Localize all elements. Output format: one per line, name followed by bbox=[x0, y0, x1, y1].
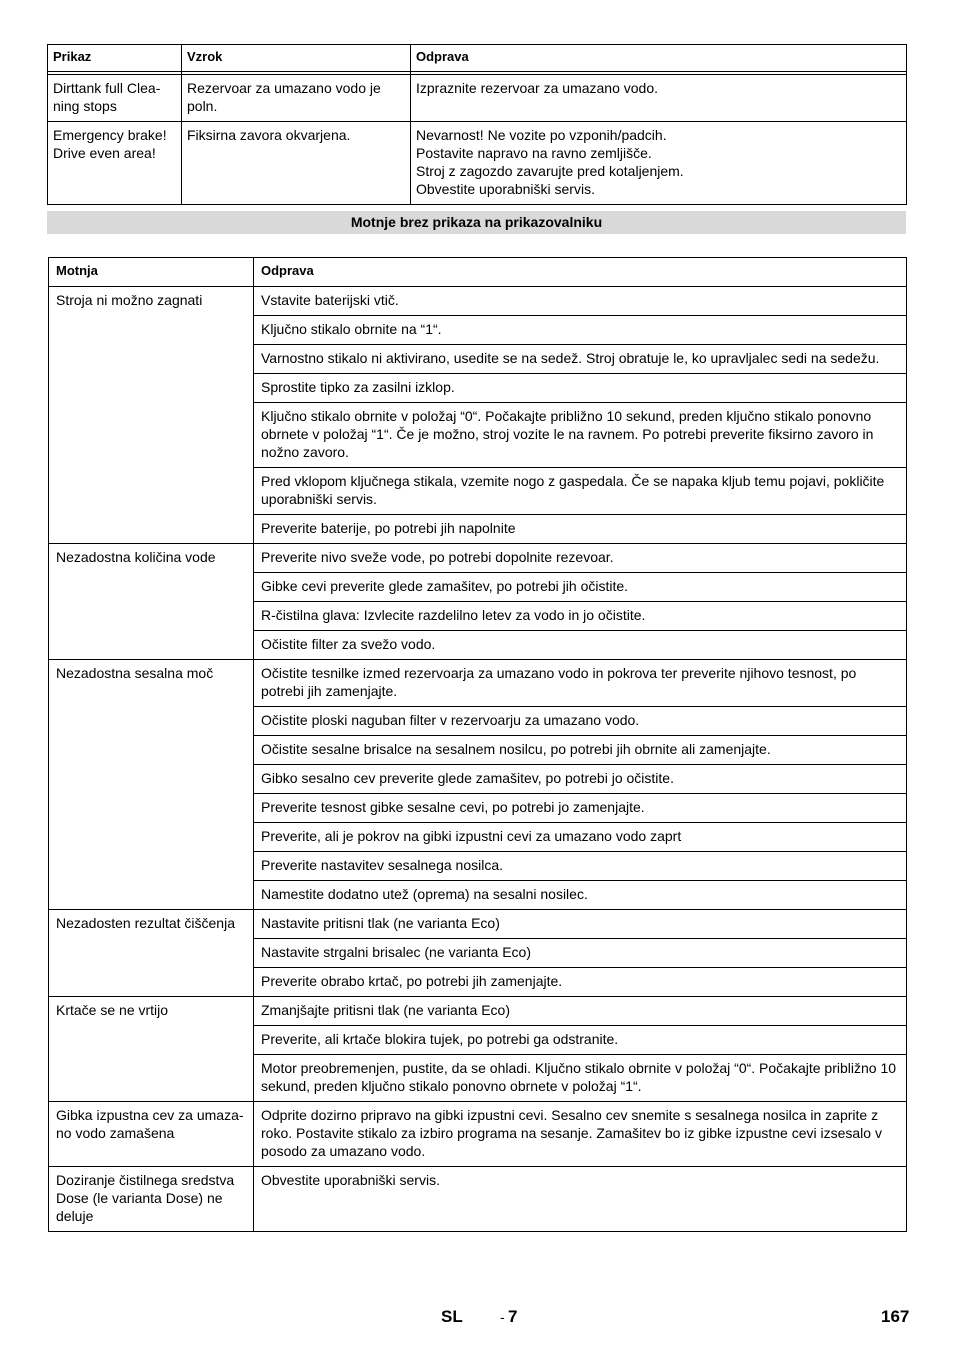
prikaz-cell: Emergency brake! Drive even area! bbox=[48, 122, 182, 205]
odprava-cell: Preverite, ali krtače blokira tujek, po potrebi ga odstranite. bbox=[254, 1026, 907, 1055]
motnja-cell: Doziranje čistilnega sredstva Dose (le varianta Dose) ne deluje bbox=[49, 1167, 254, 1232]
odprava-cell: Gibko sesalno cev preverite glede zamašitev, po potrebi jo očistite. bbox=[254, 765, 907, 794]
odprava-cell: Preverite nivo sveže vode, po potrebi dopolnite rezevoar. bbox=[254, 544, 907, 573]
odprava-cell: Preverite tesnost gibke sesalne cevi, po potrebi jo zamenjajte. bbox=[254, 794, 907, 823]
page-number: 167 bbox=[881, 1307, 910, 1326]
odprava-cell: Sprostite tipko za zasilni izklop. bbox=[254, 374, 907, 403]
table-row bbox=[49, 1167, 907, 1232]
motnja-cell: Nezadostna količina vode bbox=[49, 544, 254, 660]
footer-language: SL bbox=[441, 1307, 463, 1326]
odprava-line: Postavite napravo na ravno zemljišče. bbox=[416, 145, 652, 161]
odprava-cell: Ključno stikalo obrnite na “1“. bbox=[254, 316, 907, 345]
odprava-cell: Motor preobremenjen, pustite, da se ohladi. Ključno stikalo obrnite v položaj “0“. Počakajte približno 10 sekund, preden ključno stikalo ponovno obrnete v položaj “1“. bbox=[254, 1055, 907, 1102]
odprava-cell: Očistite ploski naguban filter v rezervoarju za umazano vodo. bbox=[254, 707, 907, 736]
odprava-cell: Nastavite pritisni tlak (ne varianta Eco) bbox=[254, 910, 907, 939]
header-odprava: Odprava bbox=[254, 258, 907, 287]
section-heading: Motnje brez prikaza na prikazovalniku bbox=[47, 211, 906, 234]
odprava-cell: Ključno stikalo obrnite v položaj “0“. Počakajte približno 10 sekund, preden ključno stikalo ponovno obrnete v položaj “1“. Če je možno, stroj vozite le na ravnem. Po potrebi preverite fiksirno zavoro in nožno zavoro. bbox=[254, 403, 907, 468]
odprava-cell: Preverite nastavitev sesalnega nosilca. bbox=[254, 852, 907, 881]
odprava-cell: Obvestite uporabniški servis. bbox=[254, 1167, 907, 1232]
vzrok-cell: Fiksirna zavora okvarjena. bbox=[182, 122, 411, 205]
motnja-cell: Krtače se ne vrtijo bbox=[49, 997, 254, 1102]
table-row bbox=[49, 910, 907, 939]
odprava-cell: Nastavite strgalni brisalec (ne varianta Eco) bbox=[254, 939, 907, 968]
odprava-cell: Zmanjšajte pritisni tlak (ne varianta Eco) bbox=[254, 997, 907, 1026]
header-motnja: Motnja bbox=[49, 258, 254, 287]
odprava-cell: Varnostno stikalo ni aktivirano, usedite se na sedež. Stroj obratuje le, ko upravljalec sedi na sedežu. bbox=[254, 345, 907, 374]
motnja-cell: Stroja ni možno zagnati bbox=[49, 287, 254, 544]
odprava-line: Obvestite uporabniški servis. bbox=[416, 181, 595, 197]
odprava-cell: R-čistilna glava: Izvlecite razdelilno letev za vodo in jo očistite. bbox=[254, 602, 907, 631]
footer-section-number: 7 bbox=[508, 1307, 518, 1326]
odprava-cell bbox=[411, 75, 907, 122]
vzrok-cell: Rezervoar za umazano vodo je poln. bbox=[182, 75, 411, 122]
odprava-cell: Očistite sesalne brisalce na sesalnem nosilcu, po potrebi jih obrnite ali zamenjajte. bbox=[254, 736, 907, 765]
odprava-cell: Namestite dodatno utež (oprema) na sesalni nosilec. bbox=[254, 881, 907, 910]
motnja-cell: Nezadostna sesalna moč bbox=[49, 660, 254, 910]
header-prikaz: Prikaz bbox=[48, 45, 182, 72]
table-row bbox=[49, 287, 907, 316]
table-row bbox=[48, 122, 907, 205]
odprava-cell: Vstavite baterijski vtič. bbox=[254, 287, 907, 316]
odprava-cell: Gibke cevi preverite glede zamašitev, po potrebi jih očistite. bbox=[254, 573, 907, 602]
odprava-cell: Preverite obrabo krtač, po potrebi jih zamenjajte. bbox=[254, 968, 907, 997]
display-messages-table bbox=[47, 44, 907, 205]
odprava-line: Nevarnost! Ne vozite po vzponih/padcih. bbox=[416, 127, 667, 143]
odprava-cell: Pred vklopom ključnega stikala, vzemite nogo z gaspedala. Če se napaka kljub temu pojavi, pokličite uporabniški servis. bbox=[254, 468, 907, 515]
odprava-line: Stroj z zagozdo zavarujte pred kotaljenjem. bbox=[416, 163, 684, 179]
motnja-cell: Gibka izpustna cev za umaza-no vodo zamašena bbox=[49, 1102, 254, 1167]
odprava-cell: Očistite tesnilke izmed rezervoarja za umazano vodo in pokrova ter preverite njihovo tesnost, po potrebi jih zamenjajte. bbox=[254, 660, 907, 707]
table-row bbox=[49, 1102, 907, 1167]
table-header-row bbox=[48, 45, 907, 72]
odprava-cell: Očistite filter za svežo vodo. bbox=[254, 631, 907, 660]
odprava-cell: Preverite baterije, po potrebi jih napolnite bbox=[254, 515, 907, 544]
odprava-cell: Preverite, ali je pokrov na gibki izpustni cevi za umazano vodo zaprt bbox=[254, 823, 907, 852]
footer-separator: - bbox=[500, 1309, 505, 1325]
odprava-cell: Odprite dozirno pripravo na gibki izpustni cevi. Sesalno cev snemite s sesalnega nosilca in zaprite z roko. Postavite stikalo za izbiro programa na sesanje. Zamašitev bo iz gibke izpustne cevi izsesalo v posodo za umazano vodo. bbox=[254, 1102, 907, 1167]
table-row bbox=[49, 660, 907, 707]
table-header-row bbox=[49, 258, 907, 287]
header-vzrok: Vzrok bbox=[182, 45, 411, 72]
motnja-cell: Nezadosten rezultat čiščenja bbox=[49, 910, 254, 997]
header-odprava: Odprava bbox=[411, 45, 907, 72]
faults-table bbox=[48, 257, 907, 1232]
prikaz-cell: Dirttank full Clea-ning stops bbox=[48, 75, 182, 122]
odprava-line: Izpraznite rezervoar za umazano vodo. bbox=[416, 80, 659, 96]
table-row bbox=[49, 544, 907, 573]
odprava-cell bbox=[411, 122, 907, 205]
table-row bbox=[48, 75, 907, 122]
table-row bbox=[49, 997, 907, 1026]
